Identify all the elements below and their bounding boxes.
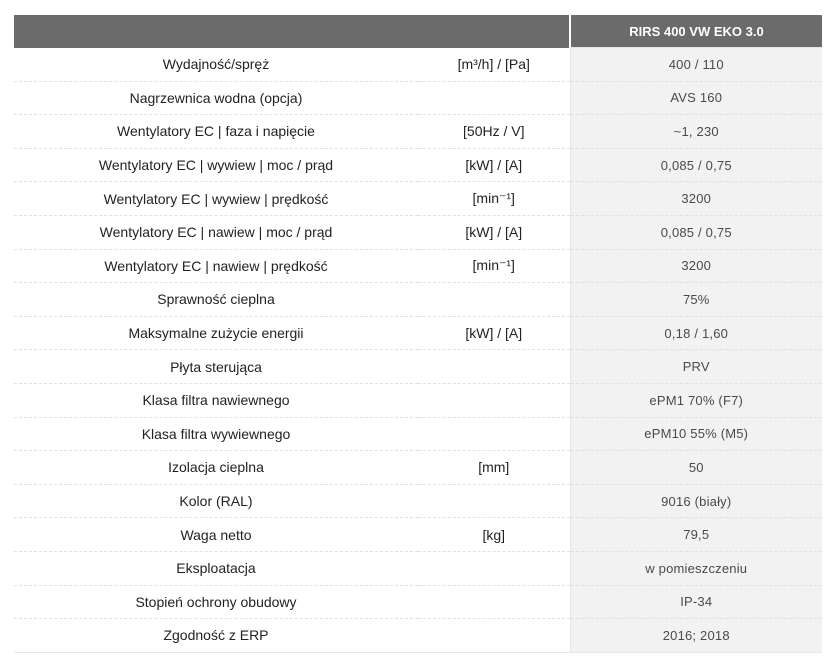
spec-unit — [418, 585, 570, 619]
spec-value: ePM10 55% (M5) — [570, 417, 822, 451]
spec-value: 3200 — [570, 182, 822, 216]
table-row — [14, 585, 822, 619]
header-label-cell — [14, 15, 570, 48]
table-row — [14, 148, 822, 182]
spec-value: 75% — [570, 283, 822, 317]
spec-label: Eksploatacja — [14, 551, 418, 585]
spec-unit: [kg] — [418, 518, 570, 552]
spec-unit — [418, 551, 570, 585]
table-row — [14, 619, 822, 653]
table-row — [14, 451, 822, 485]
spec-unit — [418, 350, 570, 384]
spec-label: Nagrzewnica wodna (opcja) — [14, 81, 418, 115]
table-row — [14, 484, 822, 518]
spec-unit — [418, 417, 570, 451]
table-row — [14, 115, 822, 149]
table-row — [14, 551, 822, 585]
spec-value: 9016 (biały) — [570, 484, 822, 518]
spec-label: Klasa filtra wywiewnego — [14, 417, 418, 451]
spec-label: Maksymalne zużycie energii — [14, 316, 418, 350]
spec-label: Wentylatory EC | faza i napięcie — [14, 115, 418, 149]
spec-unit: [mm] — [418, 451, 570, 485]
spec-unit: [min⁻¹] — [418, 249, 570, 283]
table-row — [14, 215, 822, 249]
spec-unit: [kW] / [A] — [418, 316, 570, 350]
spec-label: Stopień ochrony obudowy — [14, 585, 418, 619]
spec-unit: [min⁻¹] — [418, 182, 570, 216]
table-row — [14, 417, 822, 451]
table-row — [14, 48, 822, 82]
spec-value: 2016; 2018 — [570, 619, 822, 653]
spec-value: ePM1 70% (F7) — [570, 383, 822, 417]
spec-label: Sprawność cieplna — [14, 283, 418, 317]
spec-value: PRV — [570, 350, 822, 384]
spec-label: Zgodność z ERP — [14, 619, 418, 653]
spec-label: Waga netto — [14, 518, 418, 552]
spec-value: 50 — [570, 451, 822, 485]
header-row — [14, 15, 822, 48]
spec-unit: [kW] / [A] — [418, 148, 570, 182]
spec-value: 0,085 / 0,75 — [570, 148, 822, 182]
spec-value: IP-34 — [570, 585, 822, 619]
spec-value: 0,085 / 0,75 — [570, 215, 822, 249]
table-row — [14, 81, 822, 115]
spec-unit — [418, 484, 570, 518]
spec-unit — [418, 383, 570, 417]
spec-unit: [50Hz / V] — [418, 115, 570, 149]
spec-value: 3200 — [570, 249, 822, 283]
spec-value: w pomieszczeniu — [570, 551, 822, 585]
table-row — [14, 518, 822, 552]
spec-label: Wentylatory EC | nawiew | prędkość — [14, 249, 418, 283]
spec-value: AVS 160 — [570, 81, 822, 115]
table-row — [14, 316, 822, 350]
spec-label: Płyta sterująca — [14, 350, 418, 384]
table-row — [14, 350, 822, 384]
table-row — [14, 383, 822, 417]
spec-unit — [418, 81, 570, 115]
spec-unit — [418, 619, 570, 653]
table-row — [14, 283, 822, 317]
table-row — [14, 249, 822, 283]
header-model-name: RIRS 400 VW EKO 3.0 — [570, 15, 822, 48]
spec-label: Kolor (RAL) — [14, 484, 418, 518]
table-row — [14, 182, 822, 216]
spec-unit: [m³/h] / [Pa] — [418, 48, 570, 82]
spec-value: ~1, 230 — [570, 115, 822, 149]
spec-label: Wentylatory EC | wywiew | prędkość — [14, 182, 418, 216]
spec-label: Wentylatory EC | nawiew | moc / prąd — [14, 215, 418, 249]
spec-table-body — [14, 48, 822, 653]
spec-value: 400 / 110 — [570, 48, 822, 82]
spec-table — [14, 15, 822, 653]
spec-unit: [kW] / [A] — [418, 215, 570, 249]
spec-unit — [418, 283, 570, 317]
spec-label: Klasa filtra nawiewnego — [14, 383, 418, 417]
spec-value: 0,18 / 1,60 — [570, 316, 822, 350]
spec-label: Wentylatory EC | wywiew | moc / prąd — [14, 148, 418, 182]
spec-label: Wydajność/spręż — [14, 48, 418, 82]
spec-label: Izolacja cieplna — [14, 451, 418, 485]
spec-table-header — [14, 15, 822, 48]
spec-value: 79,5 — [570, 518, 822, 552]
